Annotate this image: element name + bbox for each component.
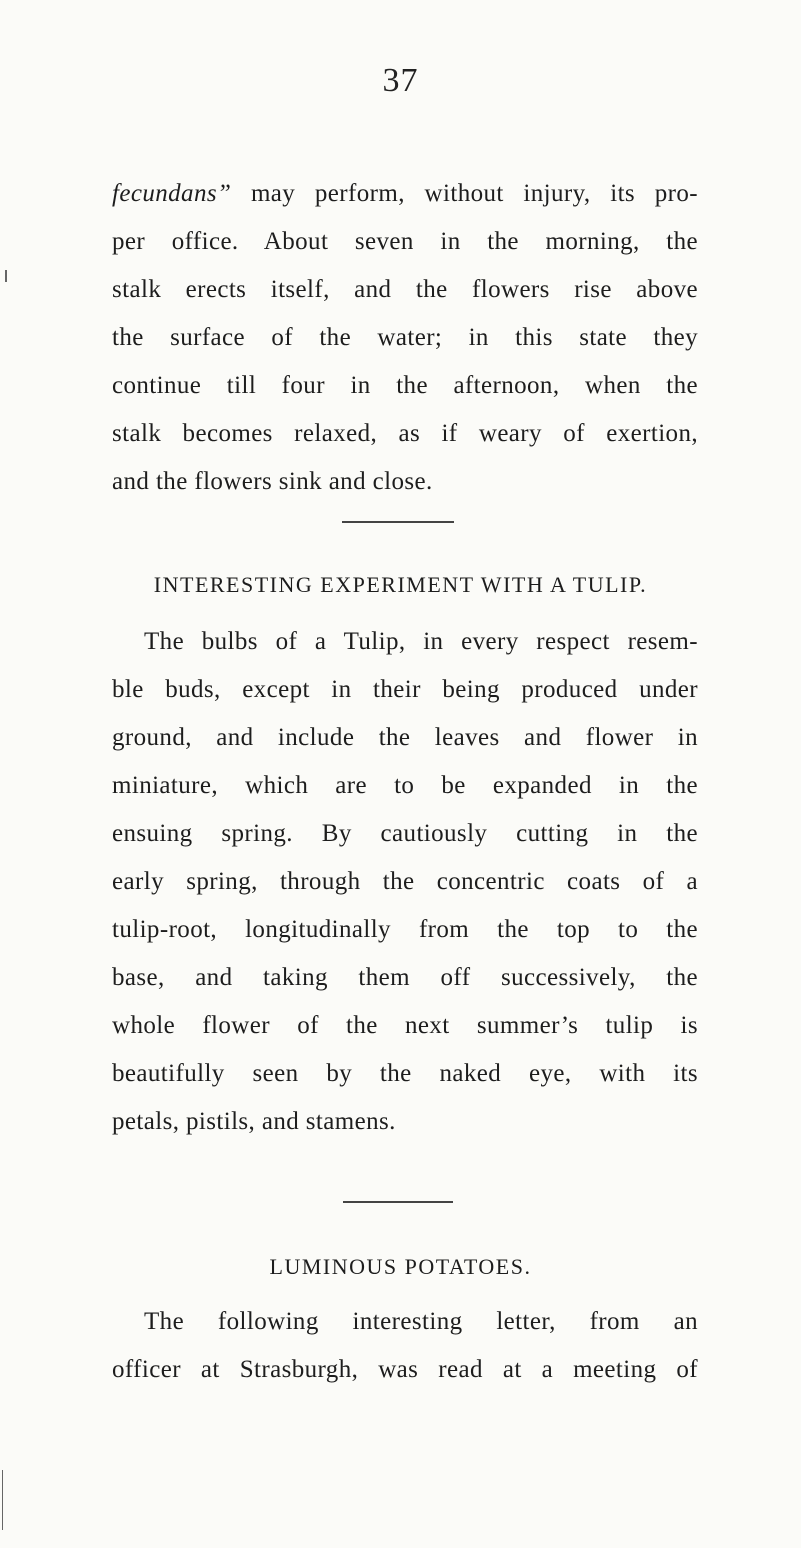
page-number: 37	[382, 62, 419, 99]
text-line: stalk becomes relaxed, as if weary of exertion,	[112, 420, 698, 447]
text-line: beautifully seen by the naked eye, with its	[112, 1060, 698, 1087]
text-line: officer at Strasburgh, was read at a meeting of	[112, 1356, 698, 1383]
text-line: whole flower of the next summer’s tulip is	[112, 1012, 698, 1039]
text-line: The bulbs of a Tulip, in every respect resem-	[144, 628, 698, 655]
italic-term: fecundans”	[112, 180, 232, 207]
section-divider	[343, 1201, 453, 1203]
text-line: base, and taking them off successively, the	[112, 964, 698, 991]
text-line: tulip-root, longitudinally from the top to the	[112, 916, 698, 943]
page-edge-mark	[5, 270, 7, 282]
section-divider	[342, 521, 454, 523]
text-line: petals, pistils, and stamens.	[112, 1108, 396, 1135]
section-heading-potatoes: LUMINOUS POTATOES.	[269, 1254, 532, 1279]
text-line: continue till four in the afternoon, when the	[112, 372, 698, 399]
text-line: per office. About seven in the morning, the	[112, 228, 698, 255]
page-edge-mark	[2, 1470, 3, 1530]
text-line: the surface of the water; in this state they	[112, 324, 698, 351]
text-line: miniature, which are to be expanded in the	[112, 772, 698, 799]
text-span: may perform, without injury, its pro-	[231, 180, 698, 207]
text-line: ground, and include the leaves and flower in	[112, 724, 698, 751]
text-line: ble buds, except in their being produced under	[112, 676, 698, 703]
text-line: ensuing spring. By cautiously cutting in the	[112, 820, 698, 847]
text-line: early spring, through the concentric coats of a	[112, 868, 698, 895]
text-line: The following interesting letter, from an	[144, 1308, 698, 1335]
text-line: and the flowers sink and close.	[112, 468, 433, 495]
section-heading-tulip: INTERESTING EXPERIMENT WITH A TULIP.	[153, 572, 648, 597]
text-line	[112, 174, 698, 214]
text-line: stalk erects itself, and the flowers rise above	[112, 276, 698, 303]
